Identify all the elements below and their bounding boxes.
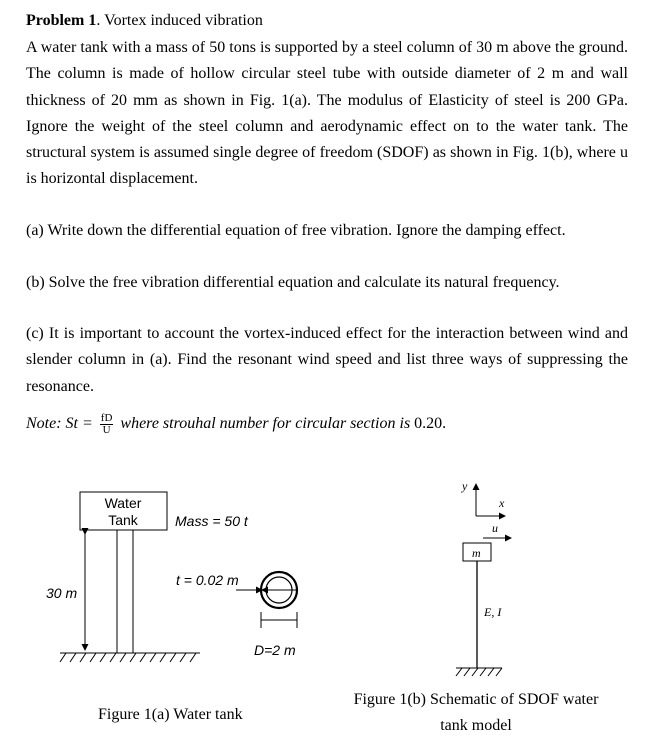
fraction-denominator: U [102, 423, 111, 436]
note-label: Note: [26, 415, 62, 432]
displacement-label: u [492, 521, 498, 535]
note-lhs: St = [65, 415, 93, 432]
problem-label: Problem 1 [26, 12, 97, 29]
sdof-ground-hatch [456, 668, 502, 676]
stiffness-label: E, I [484, 605, 502, 619]
diameter-label: D=2 m [254, 642, 296, 658]
tank-label-water: Water [104, 495, 142, 511]
figure-1a-caption: Figure 1(a) Water tank [98, 706, 243, 723]
height-label: 30 m [46, 585, 78, 601]
figures [0, 470, 655, 742]
y-axis-label: y [462, 479, 468, 493]
note-text: where strouhal number for circular section is [120, 415, 411, 432]
thickness-label: t = 0.02 m [176, 572, 239, 588]
mass-symbol: m [472, 546, 481, 560]
x-axis-label: x [499, 496, 505, 510]
ground-hatch [60, 653, 196, 662]
strouhal-note [26, 412, 446, 436]
figure-1a [46, 492, 297, 723]
problem-title-text: . Vortex induced vibration [96, 12, 263, 29]
question-c: (c) It is important to account the vortex-induced effect for the interaction between wind and slender column in (a). Find the resonant wind speed and list three ways of suppressing the resonance. [26, 325, 628, 395]
mass-label: Mass = 50 t [175, 513, 248, 529]
strouhal-fraction [100, 413, 114, 436]
figure-1b-caption-line1: Figure 1(b) Schematic of SDOF water [353, 691, 599, 708]
question-a: (a) Write down the differential equation of free vibration. Ignore the damping effect. [26, 222, 566, 239]
fraction-numerator: fD [100, 411, 113, 424]
strouhal-value: 0.20. [414, 415, 447, 432]
problem-title [26, 10, 263, 32]
figure-1b [354, 479, 600, 734]
figure-1b-caption-line2: tank model [440, 717, 512, 734]
question-b: (b) Solve the free vibration differential equation and calculate its natural frequency. [26, 274, 560, 291]
tank-label-tank: Tank [108, 512, 138, 528]
problem-statement: A water tank with a mass of 50 tons is supported by a steel column of 30 m above the ground. The column is made of hollow circular steel tube with outside diameter of 2 m and wall thickness of 20 mm as shown in Fig. 1(a). The modulus of Elasticity of steel is 200 GPa. Ignore the weight of the steel column and aerodynamic effect on to the water tank. The structural system is assumed single degree of freedom (SDOF) as shown in Fig. 1(b), where u is horizontal displacement. [26, 39, 628, 188]
